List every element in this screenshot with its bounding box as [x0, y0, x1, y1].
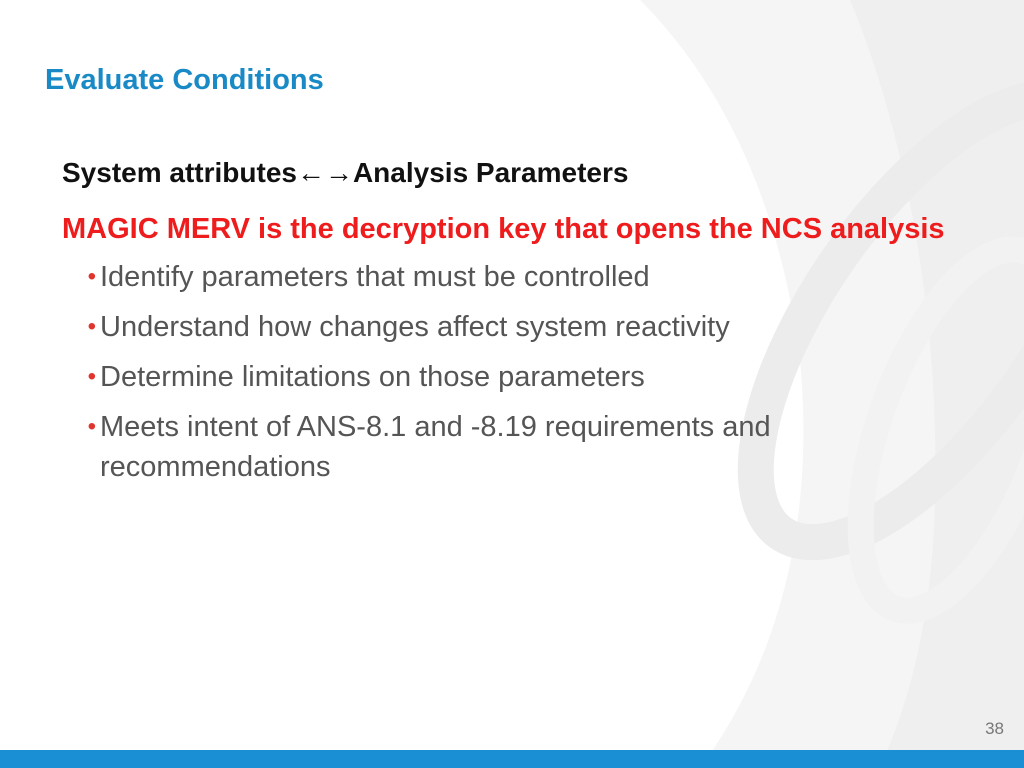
- slide-content: [62, 155, 982, 497]
- bullet-icon: •: [87, 363, 96, 390]
- bullet-text: Determine limitations on those parameters: [100, 361, 645, 393]
- bullet-icon: •: [87, 413, 96, 440]
- slide-title: Evaluate Conditions: [45, 64, 324, 96]
- subheading: System attributes←→Analysis Parameters: [62, 157, 629, 188]
- bullet-icon: •: [87, 263, 96, 290]
- bullet-item: [62, 257, 982, 297]
- bullet-text: Identify parameters that must be controlled: [100, 261, 650, 293]
- highlight-statement: MAGIC MERV is the decryption key that opens the NCS analysis: [62, 213, 945, 245]
- bullet-text: Meets intent of ANS-8.1 and -8.19 requirements and recommendations: [100, 411, 771, 483]
- bullet-icon: •: [87, 313, 96, 340]
- footer-bar: [0, 750, 1024, 768]
- bullet-list: [62, 257, 982, 487]
- page-number: 38: [985, 719, 1004, 738]
- bullet-text: Understand how changes affect system reactivity: [100, 311, 730, 343]
- bullet-item: [62, 357, 982, 397]
- bullet-item: [62, 307, 982, 347]
- bullet-item: [62, 407, 982, 487]
